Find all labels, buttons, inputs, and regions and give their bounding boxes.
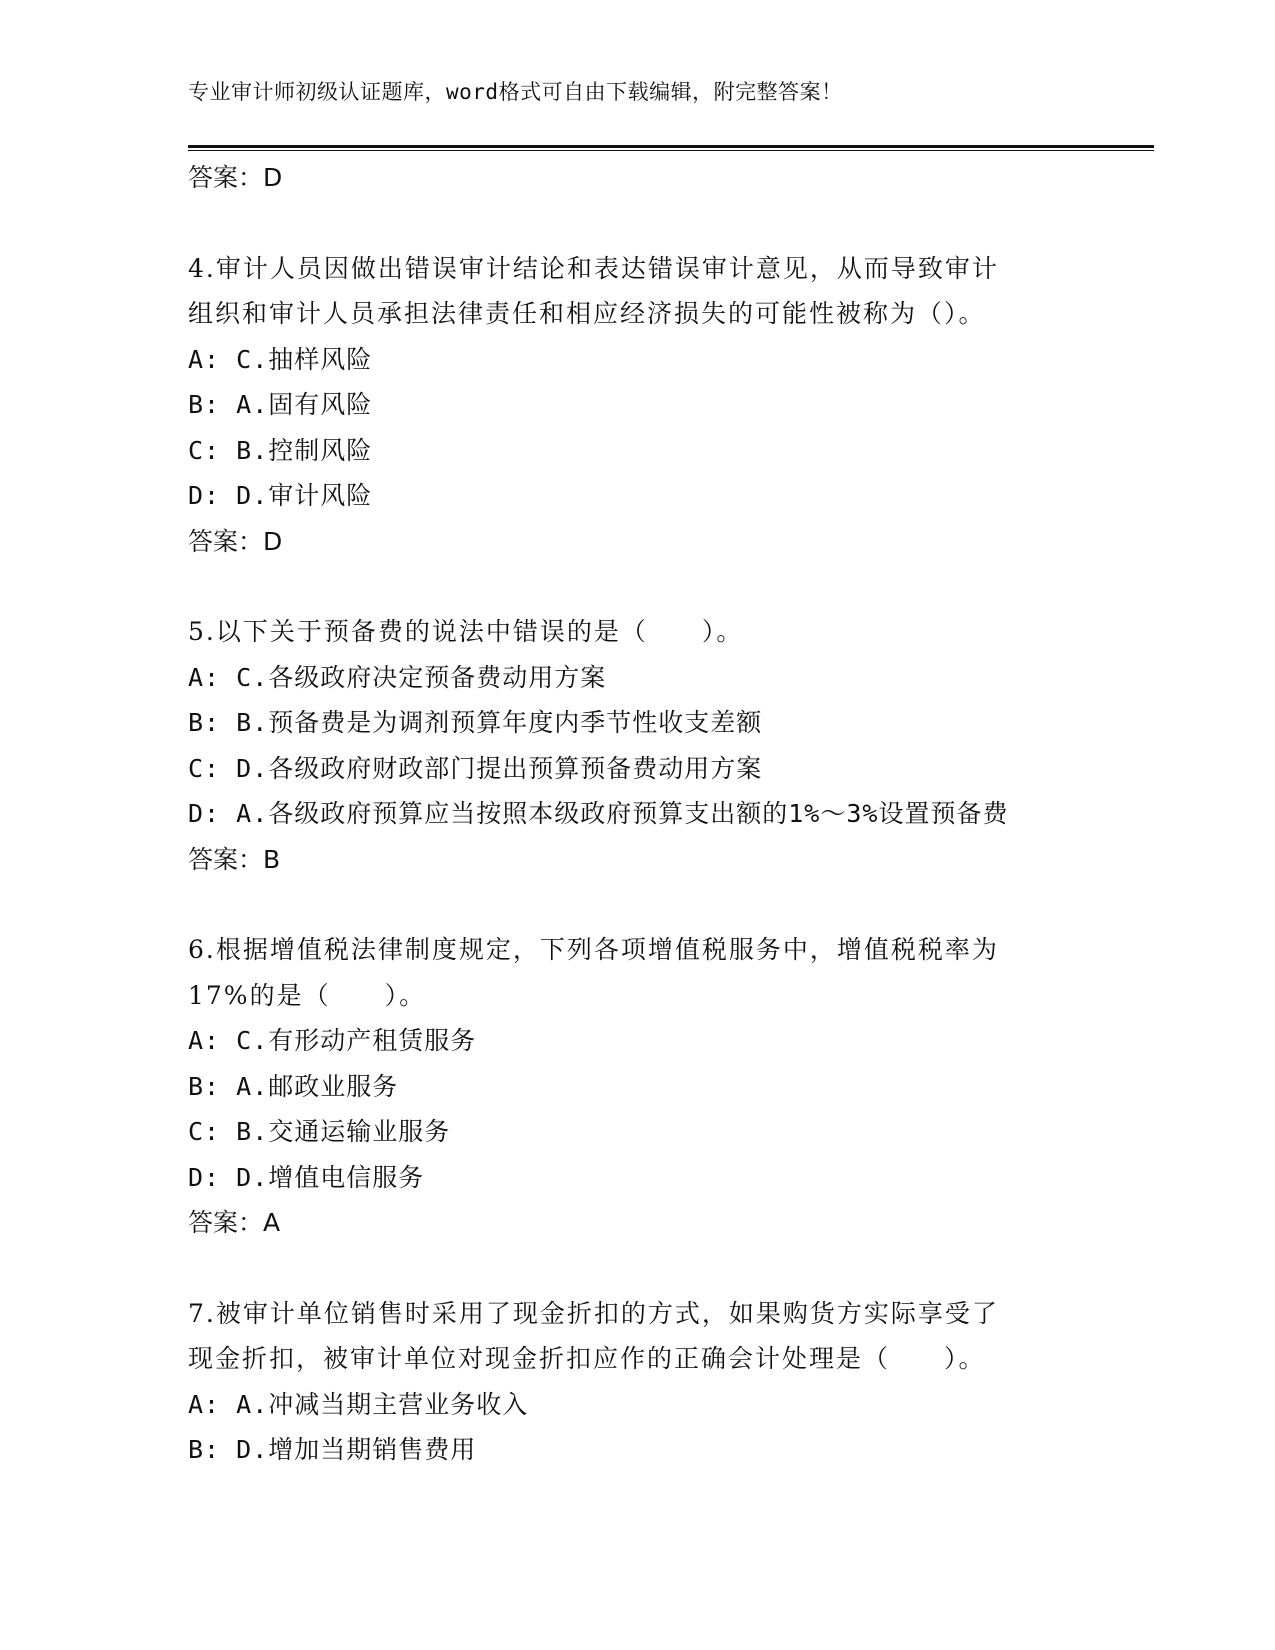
option-b: B: A.固有风险 [188, 390, 373, 419]
option-c: C: D.各级政府财政部门提出预算预备费动用方案 [188, 753, 763, 783]
spacer [188, 882, 1154, 927]
option-b: B: A.邮政业服务 [188, 1071, 399, 1101]
question-stem: 4.审计人员因做出错误审计结论和表达错误审计意见，从而导致审计 [188, 253, 999, 283]
option-b: B: B.预备费是为调剂预算年度内季节性收支差额 [188, 708, 763, 737]
question-stem: 17%的是（ ）。 [188, 980, 427, 1010]
spacer [188, 1246, 1154, 1291]
page-header: 专业审计师初级认证题库，word格式可自由下载编辑，附完整答案！ [188, 80, 843, 104]
option-c: C: B.交通运输业服务 [188, 1117, 451, 1146]
option-a: A: A.冲减当期主营业务收入 [188, 1389, 529, 1419]
spacer [188, 201, 1154, 246]
previous-answer: 答案：D [188, 163, 283, 192]
question-stem: 7.被审计单位销售时采用了现金折扣的方式，如果购货方实际享受了 [188, 1298, 999, 1328]
question-content [188, 155, 1154, 1473]
question-7 [188, 1291, 1154, 1473]
option-a: A: C.有形动产租赁服务 [188, 1026, 477, 1055]
header-rule-thick [188, 145, 1154, 148]
question-stem: 组织和审计人员承担法律责任和相应经济损失的可能性被称为（）。 [188, 299, 986, 328]
question-stem: 现金折扣，被审计单位对现金折扣应作的正确会计处理是（ ）。 [188, 1344, 986, 1373]
question-4 [188, 246, 1154, 565]
spacer [188, 564, 1154, 609]
question-5 [188, 609, 1154, 882]
question-stem: 5.以下关于预备费的说法中错误的是（ ）。 [188, 617, 744, 646]
option-d: D: D.增值电信服务 [188, 1162, 425, 1192]
option-a: A: C.各级政府决定预备费动用方案 [188, 662, 607, 692]
option-c: C: B.控制风险 [188, 435, 373, 465]
answer: 答案：A [188, 1208, 281, 1237]
option-a: A: C.抽样风险 [188, 344, 373, 374]
answer: 答案：B [188, 844, 281, 874]
option-d: D: A.各级政府预算应当按照本级政府预算支出额的1%～3%设置预备费 [188, 799, 1009, 828]
question-stem: 6.根据增值税法律制度规定，下列各项增值税服务中，增值税税率为 [188, 935, 999, 964]
question-6 [188, 927, 1154, 1246]
answer: 答案：D [188, 526, 283, 556]
option-b: B: D.增加当期销售费用 [188, 1435, 477, 1464]
option-d: D: D.审计风险 [188, 481, 373, 510]
header-rule-thin [188, 150, 1154, 151]
